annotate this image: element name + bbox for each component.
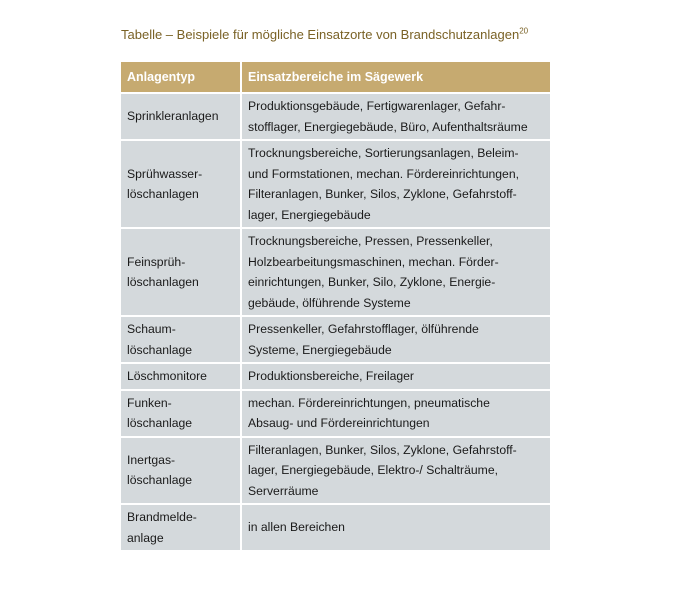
system-type-cell [121,363,241,390]
application-areas-cell [241,363,550,390]
application-areas-cell [241,228,550,316]
system-type-text: Feinsprüh- [127,254,186,269]
application-areas-cell [241,316,550,363]
application-areas-text: Produktionsbereiche, Freilager [248,369,414,383]
application-areas-text: gebäude, ölführende Systeme [248,295,411,310]
header-einsatzbereiche: Einsatzbereiche im Sägewerk [241,62,550,93]
application-areas-text: Systeme, Energiegebäude [248,342,392,357]
table-row [121,316,550,363]
application-areas-text: Trocknungsbereiche, Sortierungsanlagen, Beleim- [248,146,519,160]
table-row [121,140,550,228]
system-type-cell [121,390,241,437]
system-type-cell [121,93,241,140]
application-areas-text: Serverräume [248,483,319,498]
system-type-text: löschanlagen [127,187,199,201]
application-areas-text: mechan. Fördereinrichtungen, pneumatische [248,395,490,410]
system-type-text: löschanlage [127,416,193,430]
application-areas-cell [241,140,550,228]
system-type-text: löschanlage [127,473,193,488]
system-type-text: löschanlagen [127,275,199,289]
footnote-reference: 20 [519,26,529,36]
system-type-text: Inertgas- [127,452,176,467]
table-header-row [121,62,550,93]
header-anlagentyp: Anlagentyp [121,62,241,93]
application-areas-text: und Formstationen, mechan. Fördereinrichtungen, [248,166,519,181]
application-areas-text: Filteranlagen, Bunker, Silos, Zyklone, Gefahrstoff- [248,187,517,201]
application-areas-cell [241,504,550,550]
application-areas-cell [241,93,550,140]
table-row [121,228,550,316]
system-type-text: Sprühwasser- [127,166,203,181]
application-areas-cell [241,390,550,437]
system-type-cell [121,140,241,228]
system-type-text: Schaum- [127,322,176,336]
table-row [121,504,550,550]
table-row [121,93,550,140]
system-type-cell [121,437,241,505]
application-areas-text: in allen Bereichen [248,520,345,535]
application-areas-text: Filteranlagen, Bunker, Silos, Zyklone, Gefahrstoff- [248,442,517,457]
application-areas-cell [241,437,550,505]
caption-text: Tabelle – Beispiele für mögliche Einsatzorte von Brandschutzanlagen [121,27,520,42]
table-row [121,363,550,390]
system-type-text: anlage [127,530,164,545]
table-row [121,390,550,437]
system-type-cell [121,316,241,363]
system-type-cell [121,504,241,550]
deployment-table [121,62,550,550]
application-areas-text: lager, Energiegebäude [248,207,371,222]
application-areas-text: stofflager, Energiegebäude, Büro, Aufenthaltsräume [248,119,528,134]
table-caption [121,27,528,42]
system-type-text: löschanlage [127,342,193,357]
application-areas-text: Pressenkeller, Gefahrstofflager, ölführende [248,322,479,336]
application-areas-text: Absaug- und Fördereinrichtungen [248,416,430,430]
system-type-cell [121,228,241,316]
table-row [121,437,550,505]
application-areas-text: Holzbearbeitungsmaschinen, mechan. Förder- [248,254,499,269]
application-areas-text: Produktionsgebäude, Fertigwarenlager, Gefahr- [248,99,506,113]
system-type-text: Löschmonitore [127,369,207,383]
system-type-text: Brandmelde- [127,510,197,524]
application-areas-text: Trocknungsbereiche, Pressen, Pressenkeller, [248,234,493,248]
application-areas-text: einrichtungen, Bunker, Silo, Zyklone, Energie- [248,275,496,289]
system-type-text: Funken- [127,395,172,410]
system-type-text: Sprinkleranlagen [127,109,219,124]
application-areas-text: lager, Energiegebäude, Elektro-/ Schalträume, [248,463,498,477]
